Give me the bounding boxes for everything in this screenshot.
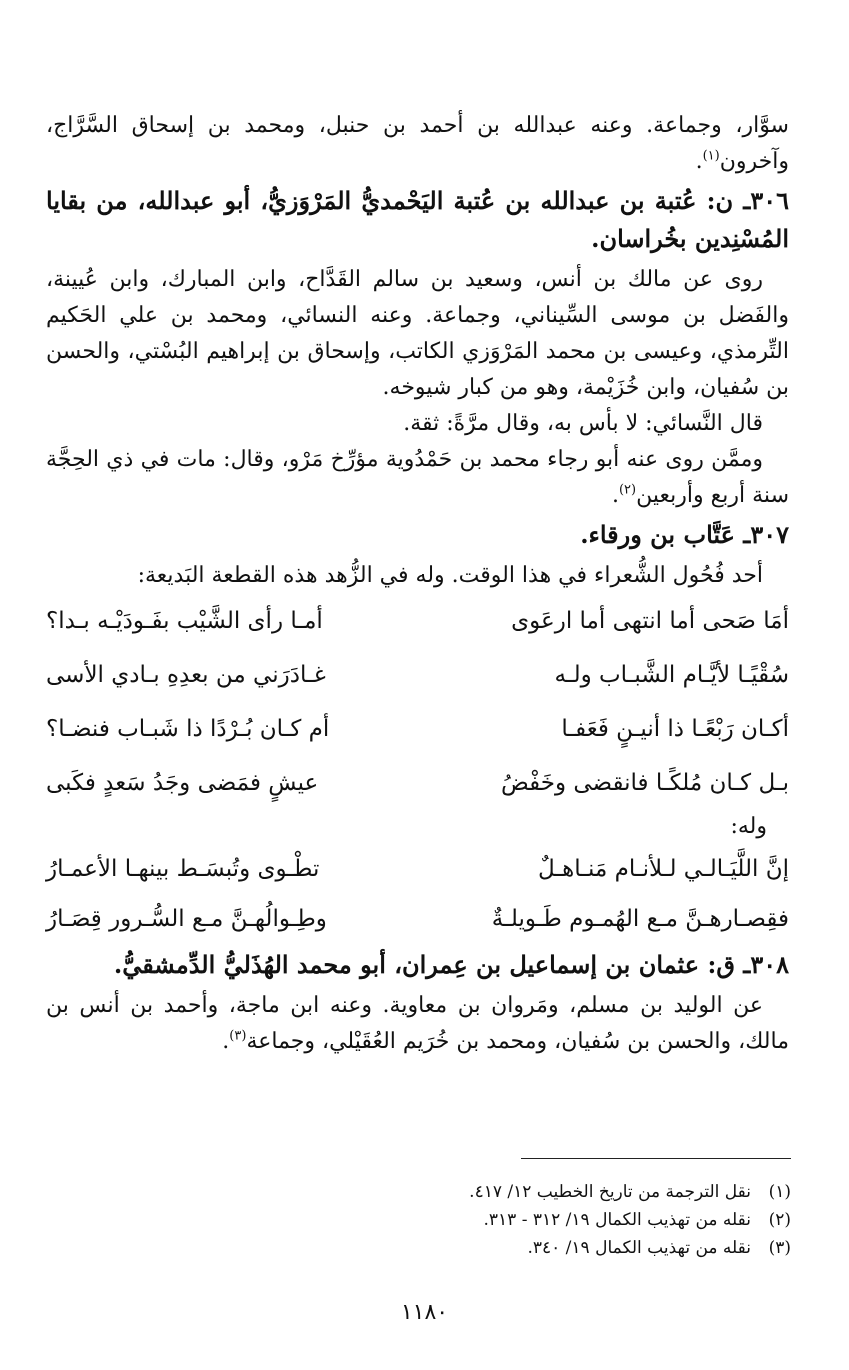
main-text bbox=[46, 108, 789, 1060]
entry-306-number: ٣٠٦ـ ن: bbox=[706, 186, 790, 215]
footnotes bbox=[46, 1178, 791, 1262]
entry-306-heading bbox=[46, 182, 789, 258]
poem-2-verse bbox=[46, 844, 789, 894]
entry-307-number: ٣٠٧ـ bbox=[743, 520, 789, 549]
entry-306-death: وممَّن روى عنه أبو رجاء محمد بن حَمْدُوية مؤرِّخ مَرْو، وقال: مات في ذي الحِجَّة سنة أربع وأربعين$^{(٢)}$. bbox=[46, 447, 789, 508]
entry-307-heading bbox=[46, 516, 789, 554]
poem-1 bbox=[46, 594, 789, 810]
verse-first-hemistich: فقِصـارهـنَّ مـع الهُمـوم طَـويلـةٌ bbox=[491, 906, 789, 932]
entry-306-grading: قال النَّسائي: لا بأس به، وقال مرَّةً: ثقة. bbox=[403, 411, 763, 436]
footnote-item bbox=[46, 1178, 791, 1206]
paragraph-continuation: سوَّار، وجماعة. وعنه عبدالله بن أحمد بن حنبل، ومحمد بن إسحاق السَّرَّاج، وآخرون$^{(١)}$. bbox=[46, 113, 789, 174]
footnote-number: (١) bbox=[768, 1182, 791, 1202]
verse-first-hemistich: أمَا صَحى أما انتهى أما ارعَوى bbox=[511, 608, 789, 634]
footnote-number: (٣) bbox=[768, 1238, 791, 1258]
entry-307-intro: أحد فُحُول الشُّعراء في هذا الوقت. وله في الزُّهد هذه القطعة البَديعة: bbox=[137, 563, 763, 588]
poem-1-verse bbox=[46, 756, 789, 810]
poem-1-verse bbox=[46, 702, 789, 756]
verse-first-hemistich: أكـان رَبْعًـا ذا أنيـنٍ فَعَفـا bbox=[561, 716, 789, 742]
footnote-number: (٢) bbox=[768, 1210, 791, 1230]
poem-1-verse bbox=[46, 594, 789, 648]
verse-first-hemistich: إنَّ اللَّيَـالـي لـلأنـام مَنـاهـلٌ bbox=[538, 856, 789, 882]
poem-2-verse bbox=[46, 894, 789, 944]
footnote-item bbox=[46, 1234, 791, 1262]
footnote-divider bbox=[521, 1158, 791, 1159]
entry-306-title: عُتبة بن عبدالله بن عُتبة اليَحْمديُّ المَرْوَزيُّ، أبو عبدالله، من بقايا المُسْنِدين بخُراسان. bbox=[46, 186, 789, 253]
footnote-ref-3[interactable]: (٣) bbox=[229, 1028, 247, 1044]
footnote-item bbox=[46, 1206, 791, 1234]
entry-308-heading bbox=[46, 946, 789, 984]
footnote-text: نقل الترجمة من تاريخ الخطيب ١٢/ ٤١٧. bbox=[469, 1182, 751, 1202]
entry-307-title: عَتَّاب بن ورقاء. bbox=[580, 520, 735, 549]
entry-308-narrators: عن الوليد بن مسلم، ومَروان بن معاوية. وعنه ابن ماجة، وأحمد بن أنس بن مالك، والحسن بن سُفيان، ومحمد بن خُرَيم العُقَيْلي، وجماعة$^{(٣)}$. bbox=[46, 993, 789, 1054]
footnote-text: نقله من تهذيب الكمال ١٩/ ٣٤٠. bbox=[527, 1238, 751, 1258]
verse-first-hemistich: سُقْيًـا لأيَّـام الشَّبـاب ولـه bbox=[554, 662, 789, 688]
footnote-ref-1[interactable]: (١) bbox=[702, 148, 720, 164]
entry-306-narrators: روى عن مالك بن أنس، وسعيد بن سالم القَدَّاح، وابن المبارك، وابن عُيينة، والفَضل بن موسى السِّيناني، وجماعة. وعنه النسائي، ومحمد بن علي الحَكيم التِّرمذي، وعيسى بن محمد المَرْوَزي الكاتب، وإسحاق بن إبراهيم البُسْتي، والحسن بن سُفيان، وابن خُزَيْمة، وهو من كبار شيوخه. bbox=[46, 267, 789, 400]
verse-second-hemistich: وطِـوالُهـنَّ مـع السُّـرور قِصَـارُ bbox=[46, 906, 327, 932]
poem-1-verse bbox=[46, 648, 789, 702]
footnote-text: نقله من تهذيب الكمال ١٩/ ٣١٢ - ٣١٣. bbox=[483, 1210, 751, 1230]
footnote-ref-2[interactable]: (٢) bbox=[618, 482, 637, 498]
entry-308-number: ٣٠٨ـ ق: bbox=[707, 950, 789, 979]
verse-second-hemistich: غـادَرَني من بعدِهِ بـادي الأسى bbox=[46, 662, 326, 688]
entry-308-title: عثمان بن إسماعيل بن عِمران، أبو محمد الهُذَليُّ الدِّمشقيُّ. bbox=[113, 950, 700, 979]
page-number: ١١٨٠ bbox=[400, 1300, 449, 1325]
poem-2-intro: وله: bbox=[730, 814, 767, 839]
verse-second-hemistich: أمـا رأى الشَّيْب بفَـودَيْـه بـدا؟ bbox=[46, 608, 323, 634]
verse-second-hemistich: أم كـان بُـرْدًا ذا شَبـاب فنضـا؟ bbox=[46, 716, 330, 742]
poem-2 bbox=[46, 844, 789, 944]
verse-second-hemistich: تطْـوى وتُبسَـط بينهـا الأعمـارُ bbox=[46, 856, 320, 882]
verse-first-hemistich: بـل كـان مُلكًـا فانقضى وخَفْضُ bbox=[500, 770, 789, 796]
verse-second-hemistich: عيشٍ فمَضى وجَدُ سَعدٍ فكَبى bbox=[46, 770, 319, 796]
